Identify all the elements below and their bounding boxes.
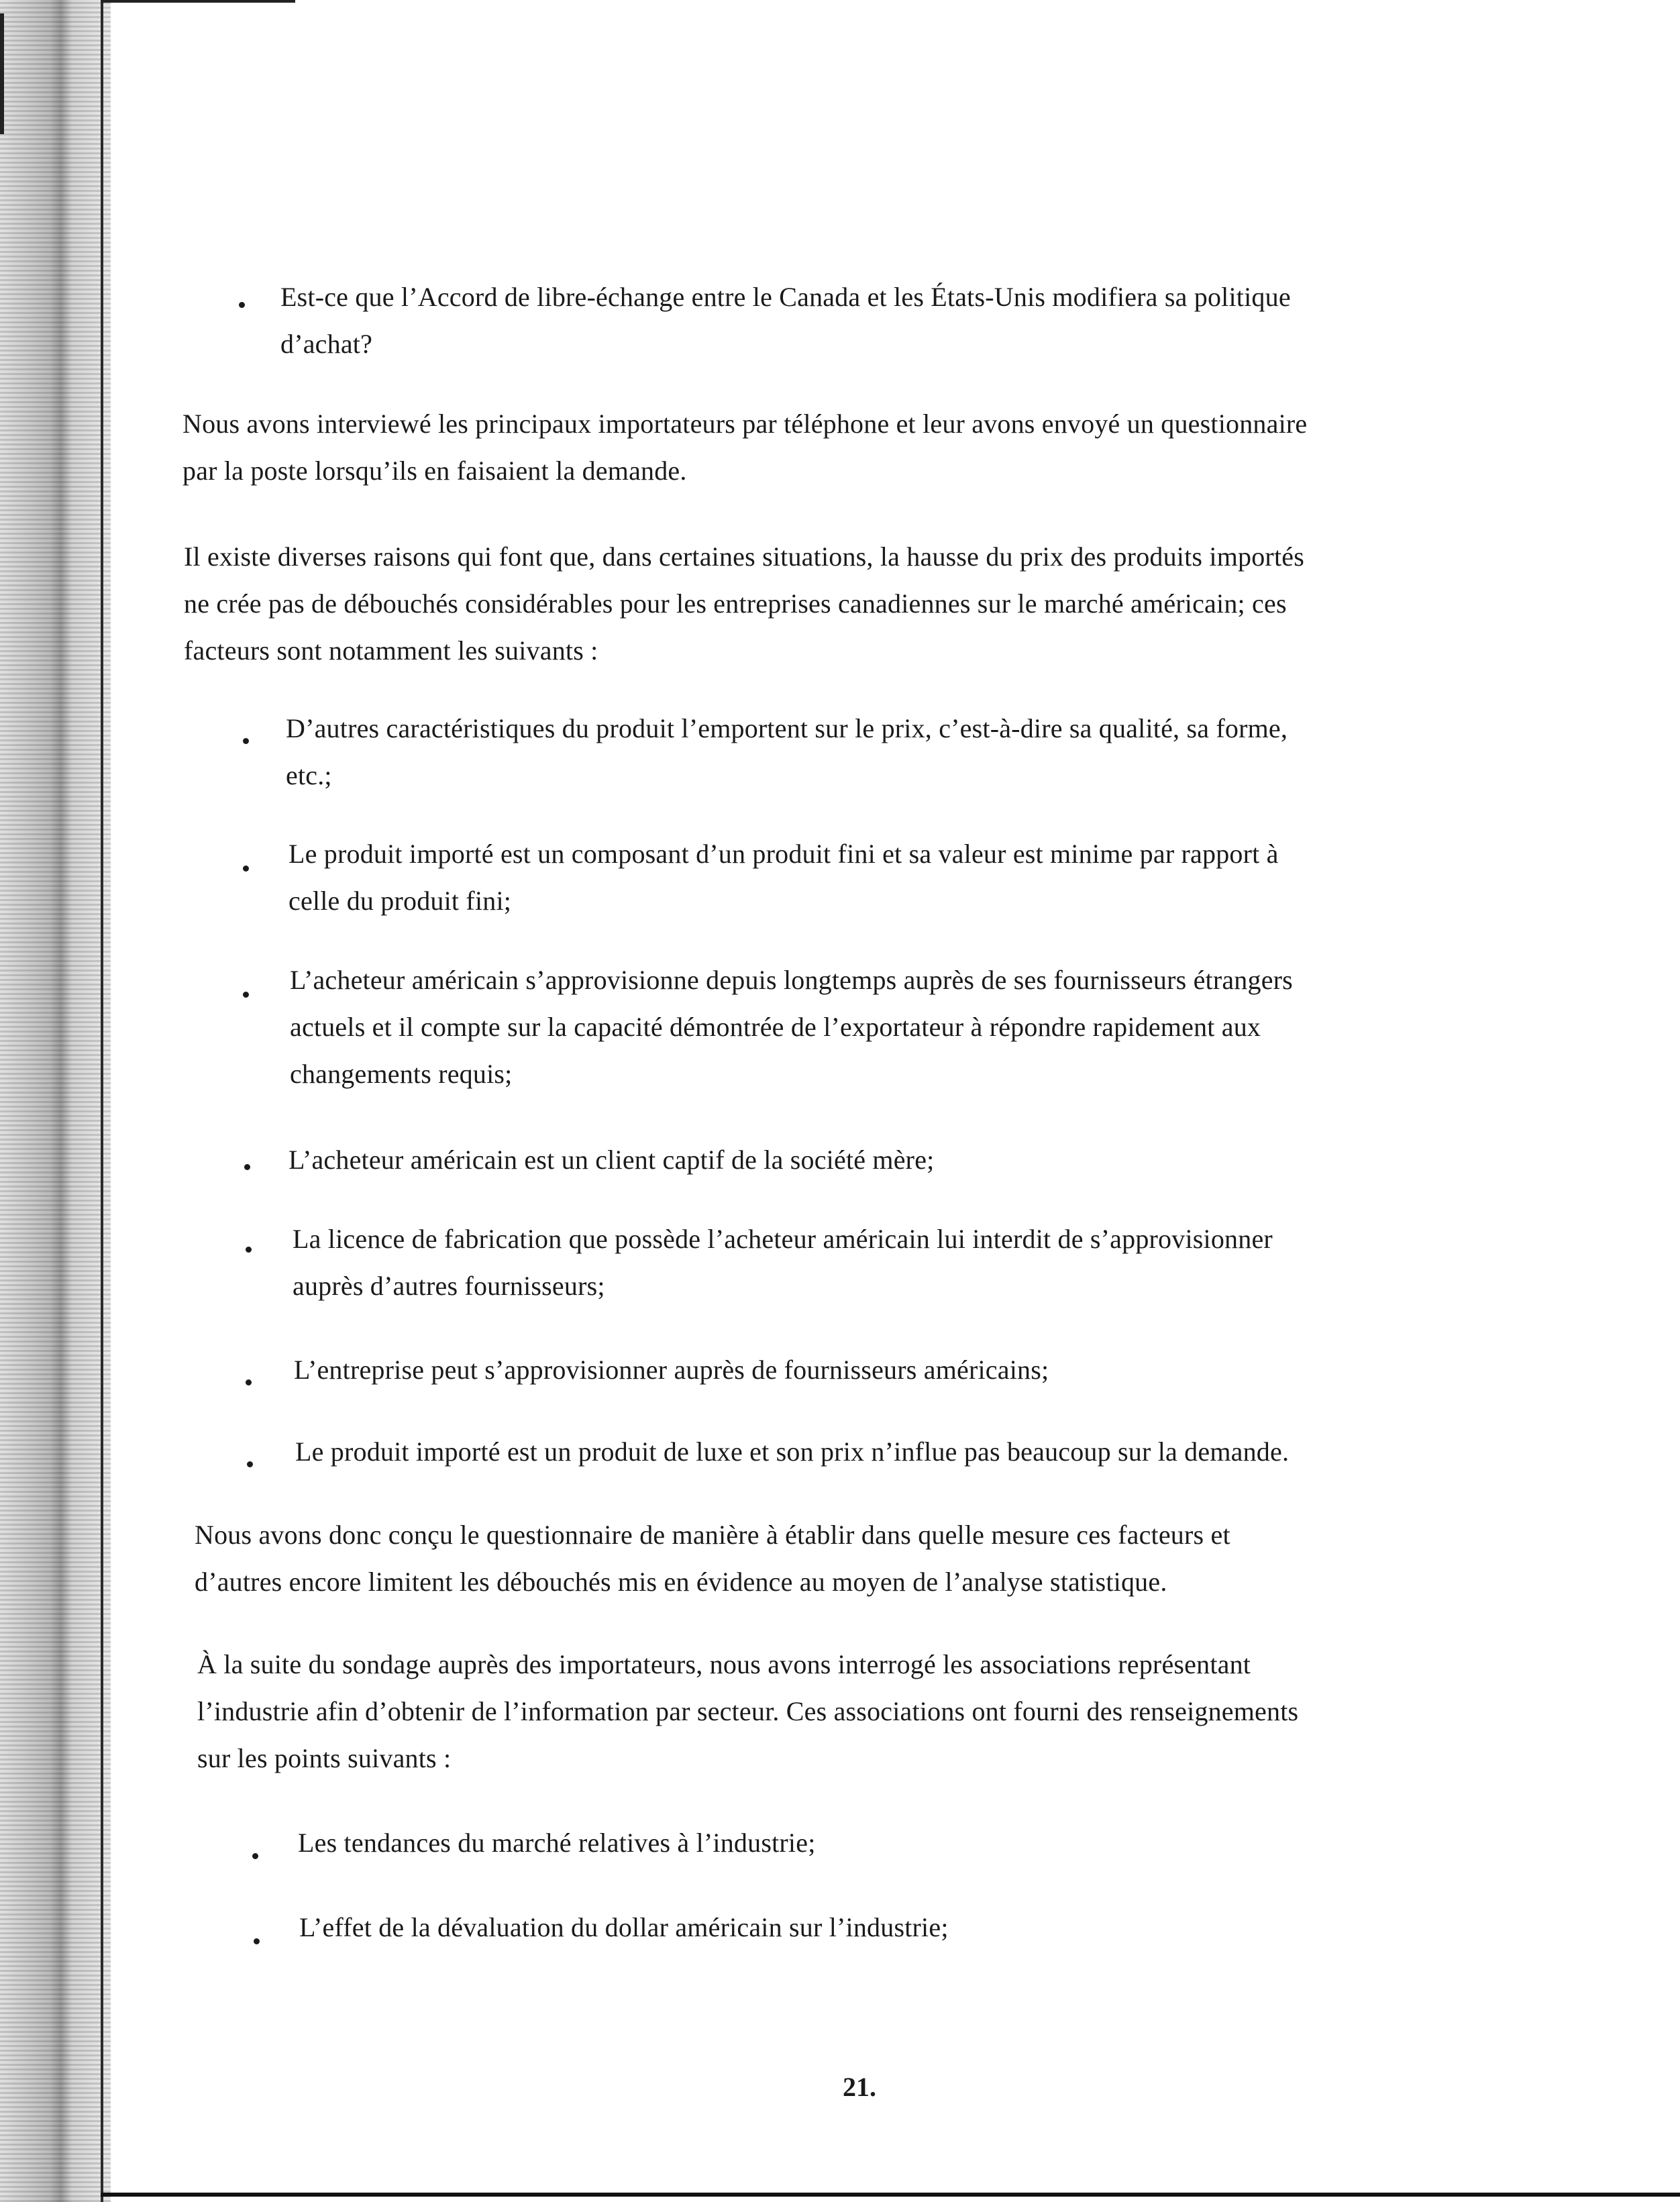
bullet-icon [243,738,249,744]
bullet-icon [239,302,245,308]
text-line: d’autres encore limitent les débouchés mis en évidence au moyen de l’analyse statistique. [195,1567,1167,1597]
text-line: changements requis; [290,1059,513,1089]
page-bottom-border [101,2193,1680,2197]
text-line: ne crée pas de débouchés considérables pour les entreprises canadiennes sur le marché américain; ces [184,588,1287,619]
factor-item [286,705,1288,799]
bullet-icon [243,992,249,998]
text-line: Nous avons donc conçu le questionnaire de manière à établir dans quelle mesure ces facteurs et [195,1520,1230,1550]
text-line: L’effet de la dévaluation du dollar américain sur l’industrie; [299,1912,949,1942]
text-line: Il existe diverses raisons qui font que, dans certaines situations, la hausse du prix des produits importés [184,541,1304,572]
bullet-icon [247,1461,253,1467]
bullet-icon [246,1247,252,1253]
factor-item [293,1216,1273,1310]
paragraph-interviews [182,401,1307,494]
text-line: L’acheteur américain s’approvisionne depuis longtemps auprès de ses fournisseurs étrangers [290,965,1293,995]
text-line: par la poste lorsqu’ils en faisaient la demande. [182,456,687,486]
factor-item [288,831,1279,925]
factor-item [288,1137,934,1184]
text-line: actuels et il compte sur la capacité démontrée de l’exportateur à répondre rapidement aux [290,1012,1261,1042]
association-point [298,1820,816,1867]
scan-top-edge [101,0,295,3]
text-line: celle du produit fini; [288,886,512,916]
text-line: Est-ce que l’Accord de libre-échange entre le Canada et les États-Unis modifiera sa politique [280,282,1291,312]
text-line: L’entreprise peut s’approvisionner auprès de fournisseurs américains; [294,1355,1049,1385]
text-line: auprès d’autres fournisseurs; [293,1271,605,1301]
text-line: sur les points suivants : [197,1743,452,1773]
text-line: Nous avons interviewé les principaux importateurs par téléphone et leur avons envoyé un questionnaire [182,409,1308,439]
paragraph-questionnaire [195,1512,1230,1606]
bullet-icon [252,1853,258,1859]
text-line: D’autres caractéristiques du produit l’emportent sur le prix, c’est-à-dire sa qualité, sa forme, [286,713,1288,743]
page-number: 21. [843,2072,876,2102]
factor-item [294,1347,1049,1394]
text-line: facteurs sont notamment les suivants : [184,635,598,666]
factor-item [295,1428,1289,1475]
text-line: d’achat? [280,329,373,359]
text-line: l’industrie afin d’obtenir de l’information par secteur. Ces associations ont fourni des renseignements [197,1696,1299,1726]
text-line: La licence de fabrication que possède l’acheteur américain lui interdit de s’approvisionner [293,1224,1273,1254]
bullet-icon [243,866,249,872]
text-line: L’acheteur américain est un client captif de la société mère; [288,1145,935,1175]
scan-corner-mark [0,13,4,134]
page-left-border [101,0,103,2202]
bullet-icon [246,1379,252,1385]
paragraph-reasons [184,533,1304,674]
text-line: À la suite du sondage auprès des importateurs, nous avons interrogé les associations représentant [197,1649,1251,1679]
text-line: Le produit importé est un produit de luxe et son prix n’influe pas beaucoup sur la demande. [295,1436,1290,1467]
factor-item [290,957,1293,1098]
bullet-item-accord [280,274,1291,368]
paragraph-associations [197,1641,1298,1782]
bullet-icon [244,1164,250,1170]
scan-binding-edge [0,0,111,2202]
bullet-icon [254,1938,260,1944]
text-line: Le produit importé est un composant d’un produit fini et sa valeur est minime par rapport à [288,839,1279,869]
text-line: Les tendances du marché relatives à l’industrie; [298,1828,816,1858]
association-point [299,1904,949,1951]
text-line: etc.; [286,760,332,790]
